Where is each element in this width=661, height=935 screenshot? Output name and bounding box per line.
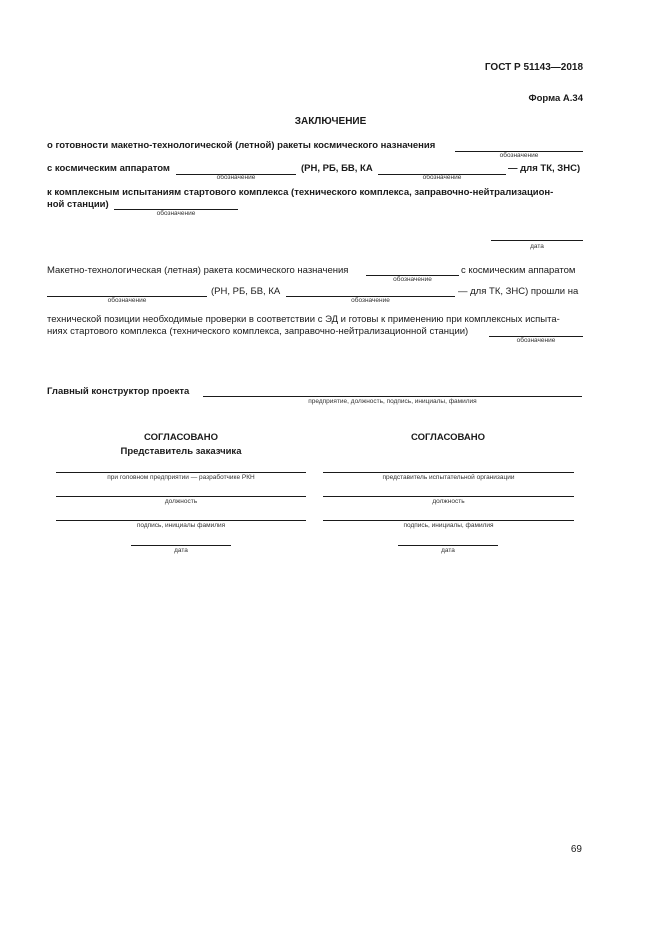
left-signature-caption: подпись, инициалы фамилия [136, 522, 226, 529]
conclusion-line-2-end: — для ТК, ЗНС) [508, 163, 581, 174]
conclusion-line-1: о готовности макетно-технологической (летной) ракеты космического назначения [47, 140, 436, 151]
left-org-caption: при головном предприятии — разработчике РКН [107, 474, 255, 481]
designation-caption-3: обозначение [422, 174, 462, 181]
body-line-3: технической позиции необходимые проверки в соответствии с ЭД и готовы к применению при комплексных испыта- [47, 314, 560, 325]
page-number: 69 [570, 844, 582, 855]
designation-caption-1: обозначение [499, 152, 539, 159]
designation-caption-4: обозначение [156, 210, 196, 217]
right-org-blank[interactable] [323, 472, 574, 473]
body-line-4: ниях стартового комплекса (технического комплекса, заправочно-нейтрализационной станции) [47, 326, 469, 337]
designation-caption-5: обозначение [393, 276, 432, 283]
chief-designer-caption: предприятие, должность, подпись, инициалы, фамилия [308, 398, 477, 405]
left-position-caption: должность [164, 498, 198, 505]
chief-designer-label: Главный конструктор проекта [47, 386, 190, 397]
standard-number: ГОСТ Р 51143—2018 [484, 62, 583, 73]
conclusion-line-3: к комплексным испытаниям стартового комплекса (технического комплекса, заправочно-нейтрализацион- [47, 187, 554, 198]
form-number: Форма А.34 [528, 93, 583, 104]
right-date-caption: дата [441, 547, 455, 554]
right-org-caption: представитель испытательной организации [382, 474, 515, 481]
left-signature-blank[interactable] [56, 520, 306, 521]
document-title: ЗАКЛЮЧЕНИЕ [294, 116, 367, 127]
right-agreed-heading: СОГЛАСОВАНО [411, 432, 485, 443]
left-agreed-heading: СОГЛАСОВАНО [144, 432, 218, 443]
customer-representative-label: Представитель заказчика [120, 446, 242, 457]
body-line-2-end: — для ТК, ЗНС) прошли на [458, 286, 579, 297]
body-line-2-mid: (РН, РБ, БВ, КА [211, 286, 281, 297]
conclusion-line-2-mid: (РН, РБ, БВ, КА [301, 163, 373, 174]
date-caption-1: дата [530, 243, 544, 250]
conclusion-line-4: ной станции) [47, 199, 109, 210]
designation-caption-2: обозначение [216, 174, 256, 181]
right-signature-caption: подпись, инициалы, фамилия [403, 522, 494, 529]
designation-caption-8: обозначение [516, 337, 556, 344]
conclusion-line-2-start: с космическим аппаратом [47, 163, 170, 174]
designation-caption-6: обозначение [107, 297, 147, 304]
body-line-1-end: с космическим аппаратом [461, 265, 576, 276]
left-position-blank[interactable] [56, 496, 306, 497]
left-org-blank[interactable] [56, 472, 306, 473]
designation-caption-7: обозначение [351, 297, 390, 304]
right-date-blank[interactable] [398, 545, 498, 546]
date-blank-1[interactable] [491, 240, 583, 241]
left-date-blank[interactable] [131, 545, 231, 546]
chief-designer-blank[interactable] [203, 396, 582, 397]
right-signature-blank[interactable] [323, 520, 574, 521]
body-line-1-start: Макетно-технологическая (летная) ракета космического назначения [47, 265, 349, 276]
right-position-blank[interactable] [323, 496, 574, 497]
left-date-caption: дата [174, 547, 188, 554]
right-position-caption: должность [432, 498, 465, 505]
